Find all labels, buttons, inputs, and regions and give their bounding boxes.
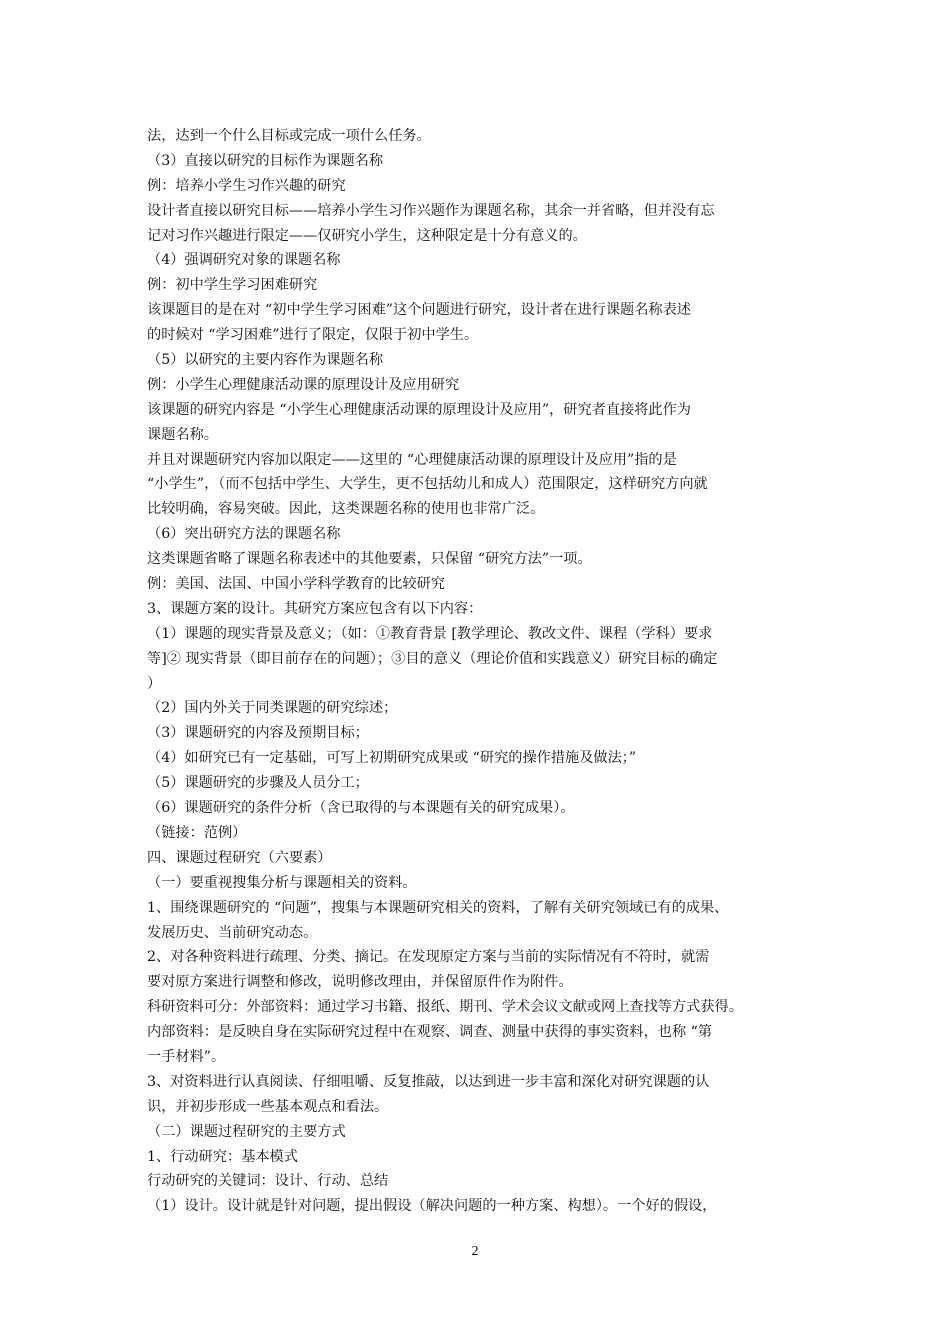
text-line: 四、课题过程研究（六要素）: [147, 849, 332, 866]
text-line: 该课题的研究内容是 “小学生心理健康活动课的原理设计及应用”，研究者直接将此作为: [147, 401, 691, 418]
text-line: （6）课题研究的条件分析（含已取得的与本课题有关的研究成果）。: [147, 800, 575, 817]
text-line: （一）要重视搜集分析与课题相关的资料。: [147, 874, 417, 891]
text-line: 要对原方案进行调整和修改，说明修改理由，并保留原件作为附件。: [147, 974, 573, 991]
text-line: 法，达到一个什么目标或完成一项什么任务。: [147, 128, 431, 144]
text-line: 3、对资料进行认真阅读、仔细咀嚼、反复推敲，以达到进一步丰富和深化对研究课题的认: [147, 1073, 710, 1090]
text-line: 发展历史、当前研究动态。: [147, 924, 318, 941]
text-line: （3）直接以研究的目标作为课题名称: [147, 152, 384, 169]
text-line: 识，并初步形成一些基本观点和看法。: [147, 1098, 389, 1115]
text-line: 一手材料”。: [147, 1048, 226, 1065]
text-line: 例：培养小学生习作兴趣的研究: [147, 177, 346, 194]
text-line: （4）强调研究对象的课题名称: [147, 252, 341, 269]
body-text: [147, 124, 815, 1219]
text-line: 设计者直接以研究目标——培养小学生习作兴题作为课题名称，其余一并省略，但并没有忘: [147, 202, 715, 219]
text-line: 课题名称。: [147, 426, 218, 443]
text-line: （链接：范例）: [147, 824, 247, 841]
text-line: 1、行动研究：基本模式: [147, 1148, 298, 1165]
text-line: 1、围绕课题研究的 “问题”，搜集与本课题研究相关的资料，了解有关研究领域已有的成果、: [147, 899, 729, 916]
text-line: （5）以研究的主要内容作为课题名称: [147, 352, 384, 369]
text-line: 3、课题方案的设计。其研究方案应包含有以下内容：: [147, 600, 483, 617]
text-line: 并且对课题研究内容加以限定——这里的 “心理健康活动课的原理设计及应用”指的是: [147, 451, 677, 468]
text-line: （3）课题研究的内容及预期目标；: [147, 725, 369, 742]
text-line: 这类课题省略了课题名称表述中的其他要素，只保留 “研究方法”一项。: [147, 551, 592, 568]
text-line: 2、对各种资料进行疏理、分类、摘记。在发现原定方案与当前的实际情况有不符时，就需: [147, 949, 710, 966]
text-line: 行动研究的关键词：设计、行动、总结: [147, 1173, 389, 1190]
text-line: （1）设计。设计就是针对问题，提出假设（解决问题的一种方案、构想）。一个好的假设，: [147, 1198, 717, 1215]
text-line: （5）课题研究的步骤及人员分工；: [147, 775, 369, 792]
text-line: ）: [147, 675, 162, 692]
text-line: （4）如研究已有一定基础，可写上初期研究成果或 “研究的操作措施及做法；”: [147, 750, 637, 767]
text-line: 内部资料：是反映自身在实际研究过程中在观察、调查、测量中获得的事实资料，也称 “第: [147, 1024, 713, 1041]
text-line: （6）突出研究方法的课题名称: [147, 526, 341, 543]
text-line: 该课题目的是在对 “初中学生学习困难”这个问题进行研究，设计者在进行课题名称表述: [147, 302, 691, 319]
text-line: 记对习作兴趣进行限定——仅研究小学生，这种限定是十分有意义的。: [147, 227, 587, 244]
text-line: “小学生”，（而不包括中学生、大学生，更不包括幼儿和成人）范围限定，这样研究方向就: [147, 476, 708, 493]
text-line: 例：初中学生学习困难研究: [147, 277, 318, 294]
text-line: （2）国内外关于同类课题的研究综述；: [147, 700, 398, 717]
text-line: 科研资料可分：外部资料：通过学习书籍、报纸、期刊、学术会议文献或网上查找等方式获得。: [147, 999, 743, 1016]
text-line: 比较明确，容易突破。因此，这类课题名称的使用也非常广泛。: [147, 501, 545, 518]
text-line: （1）课题的现实背景及意义；（如：①教育背景 [教学理论、教改文件、课程（学科）要求: [147, 625, 713, 642]
page-number: 2: [471, 1244, 479, 1259]
text-line: 等]② 现实背景（即目前存在的问题）；③目的意义（理论价值和实践意义）研究目标的确定: [147, 650, 718, 667]
text-line: 的时候对 “学习困难”进行了限定，仅限于初中学生。: [147, 327, 479, 344]
text-line: （二）课题过程研究的主要方式: [147, 1123, 346, 1140]
text-line: 例：小学生心理健康活动课的原理设计及应用研究: [147, 376, 460, 393]
text-line: 例：美国、法国、中国小学科学教育的比较研究: [147, 576, 445, 593]
